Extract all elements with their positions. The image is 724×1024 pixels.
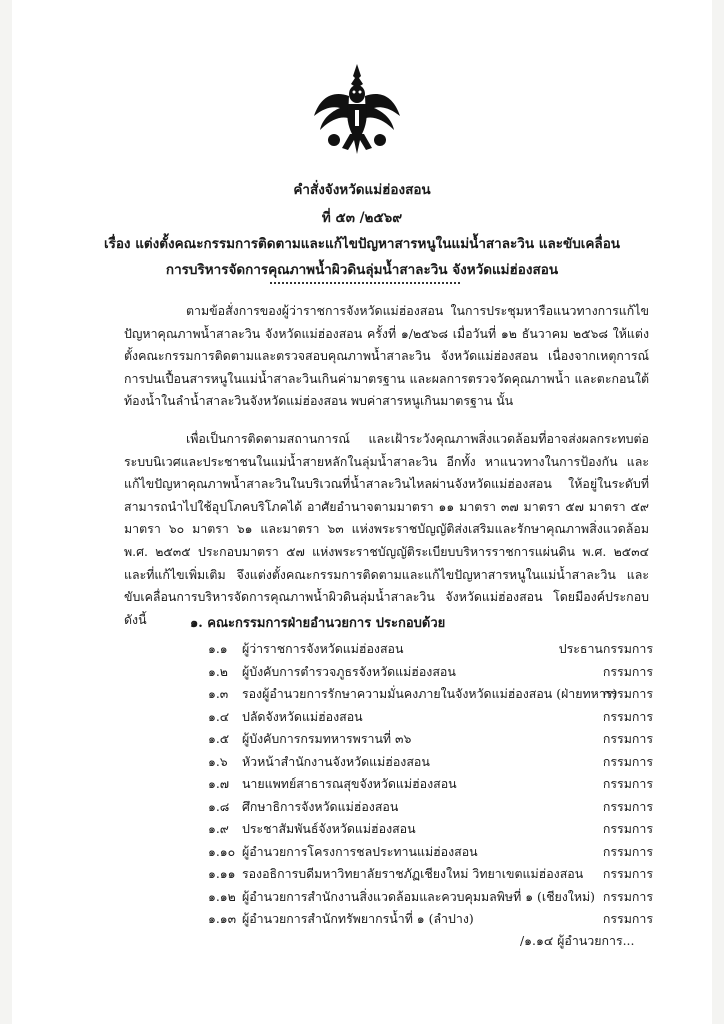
member-role: กรรมการ [602,708,653,724]
committee-member-row [208,708,653,728]
member-name: ศึกษาธิการจังหวัดแม่ฮ่องสอน [241,798,399,814]
committee-member-row [208,730,653,750]
member-name: นายแพทย์สาธารณสุขจังหวัดแม่ฮ่องสอน [241,776,457,791]
member-name: ผู้บังคับการตำรวจภูธรจังหวัดแม่ฮ่องสอน [241,663,456,679]
paragraph-1: ตามข้อสั่งการของผู้ว่าราชการจังหวัดแม่ฮ่องสอน ในการประชุมหารือแนวทางการแก้ไขปัญหาคุณภาพน้ำสาละวิน จังหวัดแม่ฮ่องสอน ครั้งที่ ๑/๒๕๖๘ เมื่อวันที่ ๑๒ ธันวาคม ๒๕๖๘ ให้แต่งตั้งคณะกรรมการติดตามและตรวจสอบคุณภาพน้ำสาละวิน จังหวัดแม่ฮ่องสอน เนื่องจากเหตุการณ์การปนเปื้อนสารหนูในแม่น้ำสาละวินเกินค่ามาตรฐาน และผลการตรวจวัดคุณภาพน้ำ และตะกอนใต้ท้องน้ำในลำน้ำสาละวินจังหวัดแม่ฮ่องสอน พบค่าสารหนูเกินมาตรฐาน นั้น [124,303,649,409]
member-number: ๑.๙ [208,821,229,836]
member-role: กรรมการ [602,686,653,701]
member-name: ผู้ว่าราชการจังหวัดแม่ฮ่องสอน [241,641,404,656]
subject-line-2: การบริหารจัดการคุณภาพน้ำผิวดินลุ่มน้ำสาละวิน จังหวัดแม่ฮ่องสอน [165,262,559,278]
committee-member-row [208,663,653,683]
member-number: ๑.๕ [208,731,230,746]
committee-member-row [208,910,653,930]
member-number: ๑.๗ [208,776,230,791]
member-number: ๑.๓ [208,686,229,701]
continuation-note: /๑.๑๔ ผู้อำนวยการ... [520,933,635,948]
committee-member-row [208,865,653,885]
member-name: หัวหน้าสำนักงานจังหวัดแม่ฮ่องสอน [241,753,430,769]
member-role: กรรมการ [602,821,653,836]
member-role: กรรมการ [602,731,653,746]
committee-member-row [208,798,653,818]
member-name: รองอธิการบดีมหาวิทยาลัยราชภัฏเชียงใหม่ วิทยาเขตแม่ฮ่องสอน [241,866,584,881]
member-number: ๑.๑๓ [208,911,237,926]
member-name: ผู้อำนวยการสำนักงานสิ่งแวดล้อมและควบคุมมลพิษที่ ๑ (เชียงใหม่) [241,888,596,904]
divider [270,282,460,284]
member-role: กรรมการ [602,911,653,926]
committee-member-row [208,820,653,840]
garuda-emblem-icon [312,60,402,156]
order-title: คำสั่งจังหวัดแม่ฮ่องสอน [293,182,431,198]
member-name: ผู้อำนวยการโครงการชลประทานแม่ฮ่องสอน [241,843,478,859]
committee-heading: ๑. คณะกรรมการฝ่ายอำนวยการ ประกอบด้วย [190,616,446,631]
member-role: กรรมการ [602,663,653,679]
member-number: ๑.๑ [208,641,228,656]
member-number: ๑.๖ [208,753,228,769]
subject-line-1: เรื่อง แต่งตั้งคณะกรรมการติดตามและแก้ไขปัญหาสารหนูในแม่น้ำสาละวิน และขับเคลื่อน [103,236,621,252]
member-role: กรรมการ [602,753,653,769]
member-name: ผู้บังคับการกรมทหารพรานที่ ๓๖ [241,731,412,746]
member-name: รองผู้อำนวยการรักษาความมั่นคงภายในจังหวัดแม่ฮ่องสอน (ฝ่ายทหาร) [241,686,618,701]
member-number: ๑.๑๒ [208,888,236,904]
member-role: กรรมการ [602,776,653,791]
committee-member-row [208,753,653,773]
member-role: กรรมการ [602,888,653,904]
member-number: ๑.๑๑ [208,866,236,881]
committee-member-row [208,888,653,908]
member-role: ประธานกรรมการ [558,641,653,656]
member-role: กรรมการ [602,843,653,859]
member-number: ๑.๘ [208,798,230,814]
committee-member-row [208,685,653,705]
member-name: ผู้อำนวยการสำนักทรัพยากรน้ำที่ ๑ (ลำปาง) [241,911,474,926]
member-number: ๑.๔ [208,708,230,724]
member-role: กรรมการ [602,866,653,881]
committee-member-row [208,843,653,863]
paragraph-2: เพื่อเป็นการติดตามสถานการณ์ และเฝ้าระวังคุณภาพสิ่งแวดล้อมที่อาจส่งผลกระทบต่อระบบนิเวศและประชาชนในแม่น้ำสายหลักในลุ่มน้ำสาละวิน อีกทั้ง หาแนวทางในการป้องกัน และแก้ไขปัญหาคุณภาพน้ำสาละวินในบริเวณที่น้ำสาละวินไหลผ่านจังหวัดแม่ฮ่องสอน ให้อยู่ในระดับที่สามารถนำไปใช้อุปโภคบริโภคได้ อาศัยอำนาจตามมาตรา ๑๑ มาตรา ๓๗ มาตรา ๕๗ มาตรา ๕๙ มาตรา ๖๐ มาตรา ๖๑ และมาตรา ๖๓ แห่งพระราชบัญญัติส่งเสริมและรักษาคุณภาพสิ่งแวดล้อม พ.ศ. ๒๕๓๕ ประกอบมาตรา ๕๗ แห่งพระราชบัญญัติระเบียบบริหารราชการแผ่นดิน พ.ศ. ๒๕๓๔ และที่แก้ไขเพิ่มเติม จึงแต่งตั้งคณะกรรมการติดตามและแก้ไขปัญหาสารหนูในแม่น้ำสาละวิน และขับเคลื่อนการบริหารจัดการคุณภาพน้ำผิวดินลุ่มน้ำสาละวิน จังหวัดแม่ฮ่องสอน โดยมีองค์ประกอบ ดังนี้ [124,431,649,627]
committee-member-row [208,775,653,795]
committee-member-row [208,640,653,660]
order-number: ที่ ๕๓ /๒๕๖๙ [321,210,403,226]
member-number: ๑.๑๐ [208,843,236,859]
member-name: ปลัดจังหวัดแม่ฮ่องสอน [241,708,363,724]
member-role: กรรมการ [602,798,653,814]
member-name: ประชาสัมพันธ์จังหวัดแม่ฮ่องสอน [241,821,416,836]
member-number: ๑.๒ [208,663,228,679]
